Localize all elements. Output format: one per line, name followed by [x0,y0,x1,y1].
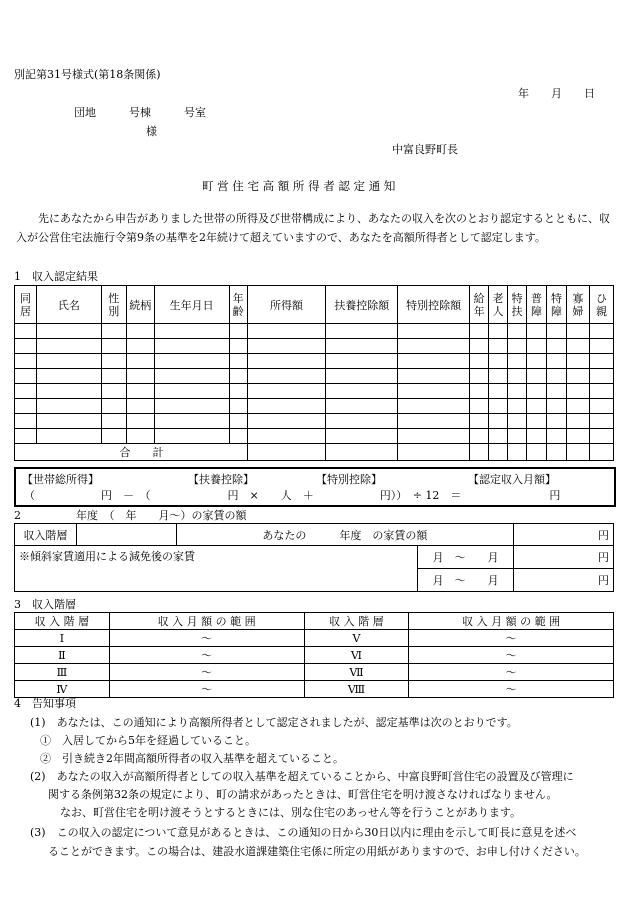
range-cell: ～ [409,647,614,664]
table-row [15,324,614,339]
notice-line: 関する条例第32条の規定により、町の請求があったときは、町営住宅を明け渡さなければなりません。 [48,788,558,801]
income-table [14,285,614,461]
empty-cell [546,399,566,414]
empty-cell [546,384,566,399]
section2-heading: 2 年度 （ 年 月～）の家賃の額 [14,509,247,522]
empty-cell [508,369,527,384]
empty-cell [101,399,126,414]
empty-cell [589,369,613,384]
empty-cell [126,429,154,444]
empty-cell [154,384,229,399]
empty-cell [398,414,470,429]
col-header: 老 人 [489,286,508,324]
empty-cell [546,369,566,384]
empty-cell [15,354,37,369]
range-cell: ～ [409,630,614,647]
empty-cell [247,324,326,339]
empty-cell [566,384,589,399]
col-header: 氏名 [36,286,101,324]
empty-cell [326,324,398,339]
empty-cell [229,354,247,369]
col-header: ひ 親 [589,286,613,324]
rent-label: あなたの 年度 の家賃の額 [176,524,513,546]
empty-cell [589,429,613,444]
section4-heading: 4 告知事項 [14,697,76,710]
empty-cell [566,339,589,354]
col-header: 特 扶 [508,286,527,324]
range-cell: ～ [109,664,304,681]
table-row [15,630,614,647]
empty-cell [126,339,154,354]
empty-cell [101,339,126,354]
empty-cell [470,324,489,339]
col-header: 普 障 [526,286,546,324]
issuer: 中富良野町長 [392,143,458,156]
empty-cell [154,339,229,354]
empty-cell [508,384,527,399]
empty-cell [489,429,508,444]
empty-cell [326,429,398,444]
col-header: 扶養控除額 [326,286,398,324]
empty-cell [566,324,589,339]
label-dependent-deduction: 【扶養控除】 [188,473,254,486]
col-class: 収 入 階 層 [15,613,110,630]
empty-cell [526,354,546,369]
empty-cell [154,429,229,444]
empty-cell [326,369,398,384]
notice-line: ることができます。この場合は、建設水道課建築住宅係に所定の用紙がありますので、お申し付けください。 [48,845,586,858]
empty-cell [546,414,566,429]
empty-cell [398,399,470,414]
empty-cell [15,384,37,399]
rent-yen: 円 [514,524,614,546]
empty-cell [566,429,589,444]
empty-cell [126,384,154,399]
empty-cell [566,399,589,414]
empty-cell [566,354,589,369]
class-cell: Ⅲ [15,664,110,681]
empty-cell [36,354,101,369]
empty-cell [326,339,398,354]
empty-cell [36,369,101,384]
empty-cell [247,399,326,414]
col-class: 収 入 階 層 [304,613,409,630]
empty-cell [589,414,613,429]
class-cell: Ⅴ [304,630,409,647]
empty-cell [546,339,566,354]
empty-cell [546,354,566,369]
notice-line: (1) あなたは、この通知により高額所得者として認定されましたが、認定基準は次のとおりです。 [30,716,518,729]
empty-cell [489,354,508,369]
empty-cell [15,399,37,414]
notice-line: (2) あなたの収入が高額所得者としての収入基準を超えていることから、中富良野町営住宅の設置及び管理に [30,770,574,783]
col-header: 特 障 [546,286,566,324]
empty-cell [36,399,101,414]
period-1: 月 ～ 月 [418,546,514,569]
empty-cell [526,429,546,444]
recipient-honorific: 様 [146,125,157,138]
table-row [15,681,614,698]
empty-cell [126,399,154,414]
empty-cell [589,339,613,354]
empty-cell [36,384,101,399]
empty-cell [36,429,101,444]
empty-cell [470,369,489,384]
range-cell: ～ [109,630,304,647]
table-row [15,354,614,369]
empty-cell [36,339,101,354]
reduction-label: ※傾斜家賃適用による減免後の家賃 [15,546,418,592]
empty-cell [126,324,154,339]
range-cell: ～ [409,681,614,698]
empty-cell [508,339,527,354]
col-header: 続柄 [126,286,154,324]
empty-cell [489,324,508,339]
empty-cell [398,339,470,354]
empty-cell [326,354,398,369]
recipient-address: 団地 号棟 号室 [74,106,206,119]
empty-cell [101,354,126,369]
class-cell: Ⅵ [304,647,409,664]
empty-cell [398,384,470,399]
class-cell: Ⅶ [304,664,409,681]
empty-cell [101,414,126,429]
empty-cell [247,429,326,444]
section3-heading: 3 収入階層 [14,598,76,611]
empty-cell [126,414,154,429]
empty-cell [247,339,326,354]
col-range: 収 入 月 額 の 範 囲 [109,613,304,630]
empty-cell [526,414,546,429]
empty-cell [15,369,37,384]
reduction-yen-1: 円 [514,546,614,569]
table-row [15,414,614,429]
empty-cell [398,369,470,384]
label-total-income: 【世帯総所得】 [22,473,99,486]
notice-line: ② 引き続き2年間高額所得者の収入基準を超えていること。 [40,752,344,765]
empty-cell [566,414,589,429]
empty-cell [101,369,126,384]
empty-cell [589,324,613,339]
table-row [15,664,614,681]
empty-cell [247,414,326,429]
empty-cell [126,369,154,384]
intro-paragraph: 先にあなたから申告がありました世帯の所得及び世帯構成により、あなたの収入を次のとおり認定するとともに、収入が公営住宅法施行令第9条の基準を2年続けて超えていますので、あなたを高額所得者として認定します。 [16,212,610,244]
empty-cell [508,324,527,339]
notice-line: ① 入居してから5年を経過していること。 [40,734,256,747]
empty-cell [566,369,589,384]
date-line: 年 月 日 [518,87,595,100]
range-cell: ～ [109,647,304,664]
col-header: 年 齢 [229,286,247,324]
class-cell: Ⅷ [304,681,409,698]
empty-cell [15,339,37,354]
empty-cell [470,429,489,444]
col-header: 同 居 [15,286,37,324]
empty-cell [101,429,126,444]
form-number: 別記第31号様式(第18条関係) [14,68,161,81]
empty-cell [229,384,247,399]
notice-line: なお、町営住宅を明け渡そうとするときには、別な住宅のあっせん等を行うことがあります。 [60,806,522,819]
empty-cell [326,384,398,399]
formula-line: （ 円 － （ 円 × 人 ＋ 円）） ÷ 12 ＝ 円 [24,489,561,502]
class-cell: Ⅱ [15,647,110,664]
class-cell: Ⅳ [15,681,110,698]
empty-cell [326,399,398,414]
empty-cell [470,384,489,399]
table-row [15,429,614,444]
col-header: 寡 婦 [566,286,589,324]
empty-cell [546,324,566,339]
table-row [15,399,614,414]
empty-cell [247,369,326,384]
empty-cell [508,399,527,414]
empty-cell [489,384,508,399]
empty-cell [470,354,489,369]
empty-cell [489,369,508,384]
empty-cell [15,414,37,429]
empty-cell [546,429,566,444]
range-cell: ～ [109,681,304,698]
empty-cell [229,429,247,444]
table-row [15,339,614,354]
total-label: 合 計 [36,444,247,461]
empty-cell [470,339,489,354]
empty-cell [470,414,489,429]
empty-cell [526,324,546,339]
total-row [15,444,614,461]
empty-cell [508,429,527,444]
col-header: 特別控除額 [398,286,470,324]
empty-cell [15,324,37,339]
class-cell: Ⅰ [15,630,110,647]
empty-cell [489,399,508,414]
label-special-deduction: 【特別控除】 [316,473,382,486]
income-class-table [14,612,614,698]
formula-box [14,467,616,507]
empty-cell [526,339,546,354]
table-row [15,384,614,399]
empty-cell [247,384,326,399]
empty-cell [589,384,613,399]
table-header-row [15,286,614,324]
empty-cell [470,399,489,414]
empty-cell [526,369,546,384]
empty-cell [229,369,247,384]
empty-cell [398,354,470,369]
empty-cell [154,414,229,429]
table-row [15,647,614,664]
empty-cell [508,354,527,369]
document-title: 町 営 住 宅 高 額 所 得 者 認 定 通 知 [202,179,396,193]
empty-cell [398,324,470,339]
table-row [15,369,614,384]
empty-cell [154,324,229,339]
empty-cell [526,384,546,399]
empty-cell [508,414,527,429]
empty-cell [154,369,229,384]
empty-cell [229,324,247,339]
empty-cell [489,339,508,354]
empty-cell [126,354,154,369]
col-range: 収 入 月 額 の 範 囲 [409,613,614,630]
empty-cell [15,429,37,444]
empty-cell [247,354,326,369]
empty-cell [489,414,508,429]
empty-cell [101,384,126,399]
empty-cell [589,354,613,369]
empty-cell [101,324,126,339]
empty-cell [398,429,470,444]
empty-cell [229,339,247,354]
class-label: 収入階層 [15,524,77,546]
reduction-yen-2: 円 [514,569,614,592]
notice-line: (3) この収入の認定について意見があるときは、この通知の日から30日以内に理由を示して町長に意見を述べ [30,826,577,839]
period-2: 月 ～ 月 [418,569,514,592]
empty-cell [229,399,247,414]
empty-cell [36,414,101,429]
empty-cell [326,414,398,429]
empty-cell [154,399,229,414]
col-header: 生年月日 [154,286,229,324]
empty-cell [589,399,613,414]
col-header: 所得額 [247,286,326,324]
empty-cell [36,324,101,339]
rent-table [14,523,614,592]
empty-cell [229,414,247,429]
empty-cell [154,354,229,369]
col-header: 性 別 [101,286,126,324]
empty-cell [526,399,546,414]
section1-heading: 1 収入認定結果 [14,270,98,283]
col-header: 給 年 [470,286,489,324]
range-cell: ～ [409,664,614,681]
label-monthly-income: 【認定収入月額】 [468,473,556,486]
